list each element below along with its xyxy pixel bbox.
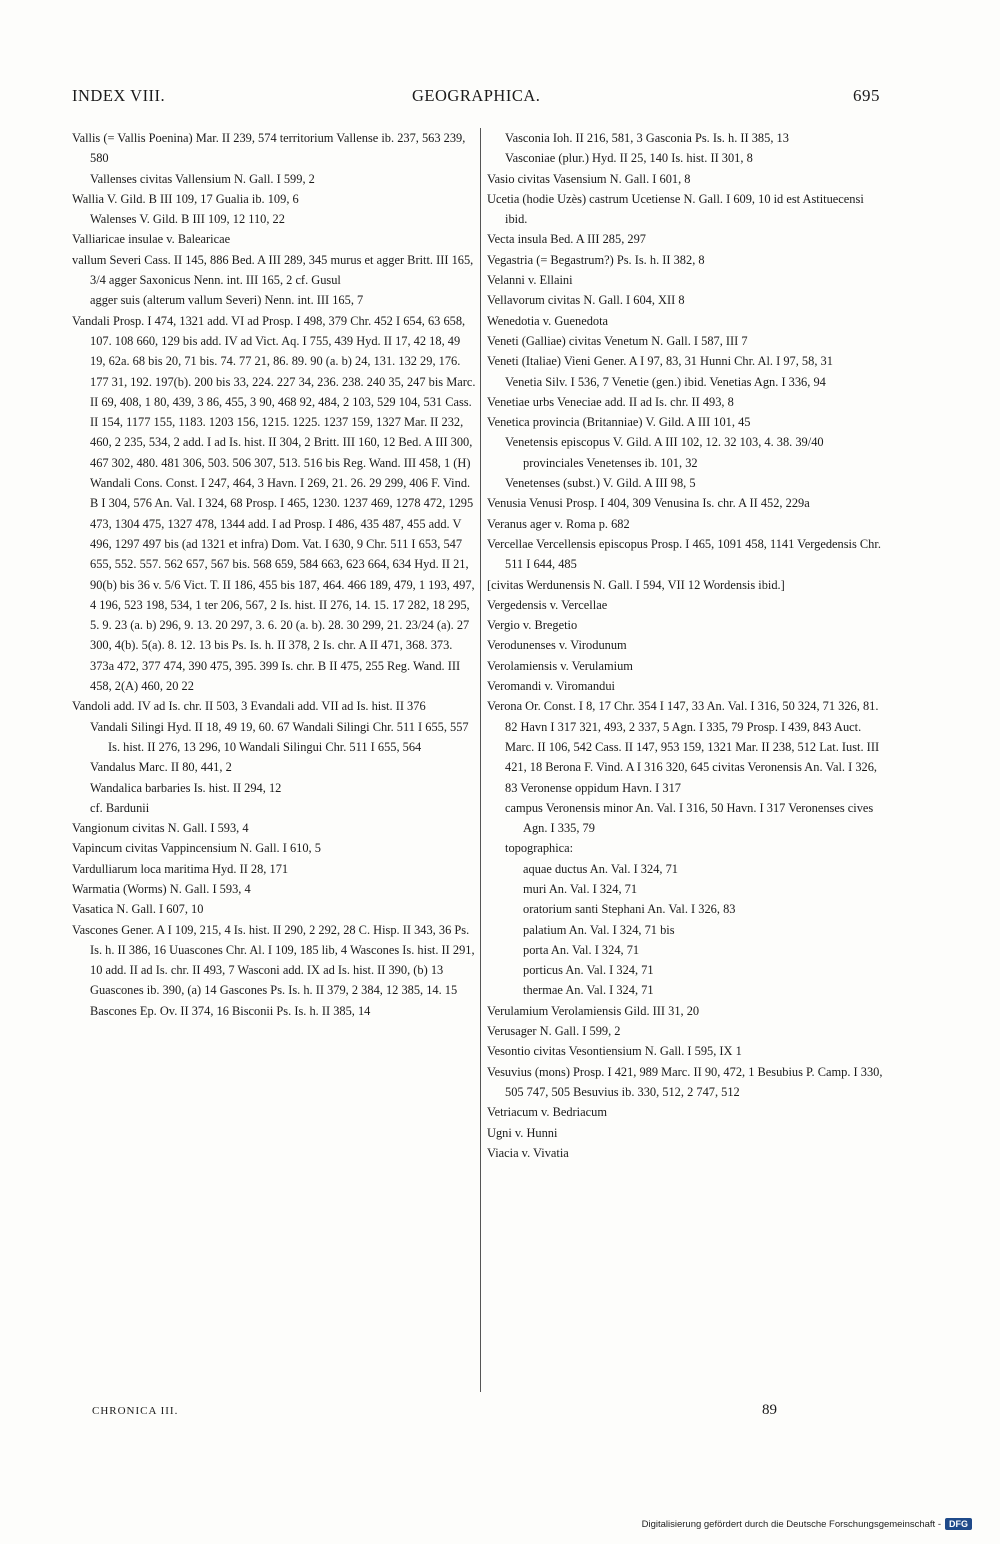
index-entry: Vasio civitas Vasensium N. Gall. I 601, 8 — [487, 171, 691, 186]
index-entry: Vallis (= Vallis Poenina) Mar. II 239, 574 territorium Vallense ib. 237, 563 239, 580 — [72, 131, 466, 166]
index-entry: cf. Bardunii — [90, 800, 150, 815]
index-entry: Walenses V. Gild. B III 109, 12 110, 22 — [90, 212, 285, 227]
digitization-credit — [642, 1518, 972, 1530]
index-entry: Vesontio civitas Vesontiensium N. Gall. I 595, IX 1 — [487, 1044, 742, 1059]
index-entry: palatium An. Val. I 324, 71 bis — [523, 922, 675, 937]
column-divider — [480, 128, 481, 1392]
index-entry: agger suis (alterum vallum Severi) Nenn. int. III 165, 7 — [90, 293, 364, 308]
index-entry: Venetiae urbs Veneciae add. II ad Is. chr. II 493, 8 — [487, 394, 734, 409]
index-entry: Venetensis episcopus V. Gild. A III 102, 12. 32 103, 4. 38. 39/40 provinciales Venetenses ib. 101, 32 — [505, 435, 824, 470]
index-entry: Veneti (Galliae) civitas Venetum N. Gall. I 587, III 7 — [487, 333, 748, 348]
page-number: 695 — [853, 86, 880, 105]
right-column — [487, 128, 883, 1163]
index-entry: Vapincum civitas Vappincensium N. Gall. I 610, 5 — [72, 841, 321, 856]
index-entry: Venetia Silv. I 536, 7 Venetie (gen.) ibid. Venetias Agn. I 336, 94 — [505, 374, 826, 389]
index-entry: Viacia v. Vivatia — [487, 1145, 569, 1160]
index-entry: Veneti (Italiae) Vieni Gener. A I 97, 83, 31 Hunni Chr. Al. I 97, 58, 31 — [487, 354, 833, 369]
index-entry: Vellavorum civitas N. Gall. I 604, XII 8 — [487, 293, 685, 308]
index-entry: Vasatica N. Gall. I 607, 10 — [72, 902, 204, 917]
left-column — [72, 128, 476, 1021]
index-entry: Verusager N. Gall. I 599, 2 — [487, 1024, 621, 1039]
index-entry: porticus An. Val. I 324, 71 — [523, 963, 654, 978]
sheet-number: 89 — [762, 1402, 777, 1418]
index-entry: Vecta insula Bed. A III 285, 297 — [487, 232, 646, 247]
index-entry: Wallia V. Gild. B III 109, 17 Gualia ib. 109, 6 — [72, 191, 299, 206]
index-entry: Wenedotia v. Guenedota — [487, 313, 609, 328]
index-entry: Venetica provincia (Britanniae) V. Gild. A III 101, 45 — [487, 415, 751, 430]
index-entry: Vesuvius (mons) Prosp. I 421, 989 Marc. II 90, 472, 1 Besubius P. Camp. I 330, 505 747, 505 Besuvius ib. 330, 512, 2 747, 512 — [487, 1064, 883, 1099]
index-entry: Vasconia Ioh. II 216, 581, 3 Gasconia Ps. Is. h. II 385, 13 — [505, 131, 789, 145]
index-entry: topographica: — [505, 841, 574, 856]
index-entry: Vercellae Vercellensis episcopus Prosp. I 465, 1091 458, 1141 Vergedensis Chr. 511 I 644, 485 — [487, 536, 881, 572]
index-entry: Verona Or. Const. I 8, 17 Chr. 354 I 147, 33 An. Val. I 316, 50 324, 71 326, 81. 82 Havn I 317 321, 493, 2 337, 5 Agn. I 335, 79 Prosp. I 439, 843 Auct. Marc. II 106, 542 Cass. II 147, 953 159, 1321 Mar. II 238, 512 Lat. Iust. III 421, 18 Berona F. Vind. A I 316 320, 645 civitas Veronensis An. Val. I 326, 83 Veronense oppidum Havn. I 317 — [487, 699, 880, 795]
index-entry: Vandali Prosp. I 474, 1321 add. VI ad Prosp. I 498, 379 Chr. 452 I 654, 63 658, 107. 108 660, 129 bis add. IV ad Vict. Aq. I 755, 439 Hyd. II 17, 42 18, 49 19, 62a. 68 bis 20, 71 bis. 74. 77 21, 86. 89. 90 (a. b) 24, 131. 132 29, 176. 177 31, 192. 197(b). 200 bis 33, 224. 227 34, 236. 238. 240 35, 247 bis Marc. II 69, 408, 1 80, 439, 3 86, 455, 3 90, 468 92, 484, 2 103, 529 104, 531 Cass. II 154, 1177 155, 1183. 1203 156, 1215. 1225. 1237 159, 1327 Mar. II 232, 460, 2 235, 534, 2 add. I ad Is. hist. II 304, 2 Britt. III 160, 12 Bed. A III 300, 467 302, 480. 481 306, 503. 506 307, 513. 516 bis Reg. Wand. III 458, 1 (H) Wandali Cons. Const. I 247, 464, 3 Havn. I 269, 21. 26. 29 299, 406 F. Vind. B I 304, 576 An. Val. I 324, 68 Prosp. I 465, 1230. 1237 469, 1278 472, 1295 473, 1304 475, 1327 478, 1344 add. I ad Prosp. I 486, 435 487, 455 add. V 496, 1297 497 bis (ad 1321 et infra) Dom. Vat. I 630, 9 Chr. 511 I 653, 547 655, 552. 557. 562 657, 567 bis. 568 659, 584 663, 623 664, 634 Hyd. II 21, 90(b) bis 36 v. 5/6 Vict. T. II 186, 455 bis 187, 464. 466 189, 479, 1 193, 497, 4 196, 523 198, 534, 1 ter 206, 567, 2 Is. hist. II 276, 14. 15. 17 282, 18 295, 5. 9. 23 (a. b) 296, 9. 13. 20 297, 3. 6. 20 (a. b). 28. 30 299, 21. 23/24 (a). 27 300, 4(b). 5(a). 8. 12. 13 bis Ps. Is. h. II 378, 2 Is. chr. A II 471, 368. 373. 373a 472, 377 474, 390 475, 395. 399 Is. chr. B II 475, 255 Reg. Wand. III 458, 2(A) 460, 20 22 — [72, 313, 476, 694]
running-header — [72, 86, 880, 110]
index-entry: Valliaricae insulae v. Balearicae — [72, 232, 231, 247]
index-entry: Veranus ager v. Roma p. 682 — [487, 516, 630, 531]
index-entry: thermae An. Val. I 324, 71 — [523, 983, 654, 998]
index-entry: campus Veronensis minor An. Val. I 316, 50 Havn. I 317 Veronenses cives Agn. I 335, 79 — [505, 800, 874, 836]
index-entry: oratorium santi Stephani An. Val. I 326, 83 — [523, 902, 736, 917]
index-entry: Verodunenses v. Virodunum — [487, 638, 627, 653]
header-index-label: INDEX VIII. — [72, 86, 166, 105]
dfg-logo-icon: DFG — [945, 1518, 972, 1530]
index-entry: Vandalus Marc. II 80, 441, 2 — [90, 760, 232, 775]
credit-text: Digitalisierung gefördert durch die Deutsche Forschungsgemeinschaft - — [641, 1518, 941, 1530]
index-entry: Vallenses civitas Vallensium N. Gall. I 599, 2 — [90, 171, 315, 186]
index-entry: Veromandi v. Viromandui — [487, 679, 615, 694]
index-entry: muri An. Val. I 324, 71 — [523, 881, 638, 896]
index-entry: Warmatia (Worms) N. Gall. I 593, 4 — [72, 881, 251, 896]
index-entry: Ugni v. Hunni — [487, 1125, 558, 1140]
index-entry: Vergedensis v. Vercellae — [487, 597, 608, 612]
index-entry: Verulamium Verolamiensis Gild. III 31, 20 — [487, 1003, 700, 1018]
index-entry: vallum Severi Cass. II 145, 886 Bed. A III 289, 345 murus et agger Britt. III 165, 3/4 agger Saxonicus Nenn. int. III 165, 2 cf. Gusul — [72, 252, 474, 288]
index-entry: Ucetia (hodie Uzès) castrum Ucetiense N. Gall. I 609, 10 id est Astituecensi ibid. — [487, 191, 864, 227]
index-entry: Venusia Venusi Prosp. I 404, 309 Venusina Is. chr. A II 452, 229a — [487, 496, 810, 511]
index-entry: Verolamiensis v. Verulamium — [487, 658, 633, 673]
index-entry: Vascones Gener. A I 109, 215, 4 Is. hist. II 290, 2 292, 28 C. Hisp. II 343, 36 Ps. Is. h. II 386, 16 Uuascones Chr. Al. I 109, 185 lib, 4 Wascones Is. hist. II 291, 10 add. II ad Is. chr. II 493, 7 Wasconi add. IX ad Is. hist. II 390, (b) 13 Guascones ib. 390, (a) 14 Gascones Ps. Is. h. II 379, 2 384, 12 385, 14. 15 Bascones Ep. Ov. II 374, 16 Bisconii Ps. Is. h. II 385, 14 — [72, 922, 475, 1018]
index-entry: Vetriacum v. Bedriacum — [487, 1105, 607, 1120]
index-entry: Vandoli add. IV ad Is. chr. II 503, 3 Evandali add. VII ad Is. hist. II 376 — [72, 699, 426, 714]
index-entry: porta An. Val. I 324, 71 — [523, 942, 640, 957]
index-entry: aquae ductus An. Val. I 324, 71 — [523, 861, 678, 876]
printer-signature: CHRONICA III. — [92, 1405, 179, 1417]
index-entry: Wandalica barbaries Is. hist. II 294, 12 — [90, 780, 282, 795]
index-entry: Vegastria (= Begastrum?) Ps. Is. h. II 382, 8 — [487, 252, 705, 267]
index-entry: Vergio v. Bregetio — [487, 618, 578, 633]
index-entry: Vasconiae (plur.) Hyd. II 25, 140 Is. hist. II 301, 8 — [505, 151, 753, 166]
index-entry: [civitas Werdunensis N. Gall. I 594, VII 12 Wordensis ibid.] — [487, 577, 785, 592]
index-entry: Vandali Silingi Hyd. II 18, 49 19, 60. 67 Wandali Silingi Chr. 511 I 655, 557 Is. hist. II 276, 13 296, 10 Wandali Silingui Chr. 511 I 655, 564 — [90, 719, 469, 754]
index-entry: Vangionum civitas N. Gall. I 593, 4 — [72, 821, 249, 836]
index-entry: Velanni v. Ellaini — [487, 273, 573, 288]
index-entry: Vardulliarum loca maritima Hyd. II 28, 171 — [72, 861, 289, 876]
header-section-title: GEOGRAPHICA. — [412, 86, 541, 105]
index-entry: Venetenses (subst.) V. Gild. A III 98, 5 — [505, 476, 696, 491]
